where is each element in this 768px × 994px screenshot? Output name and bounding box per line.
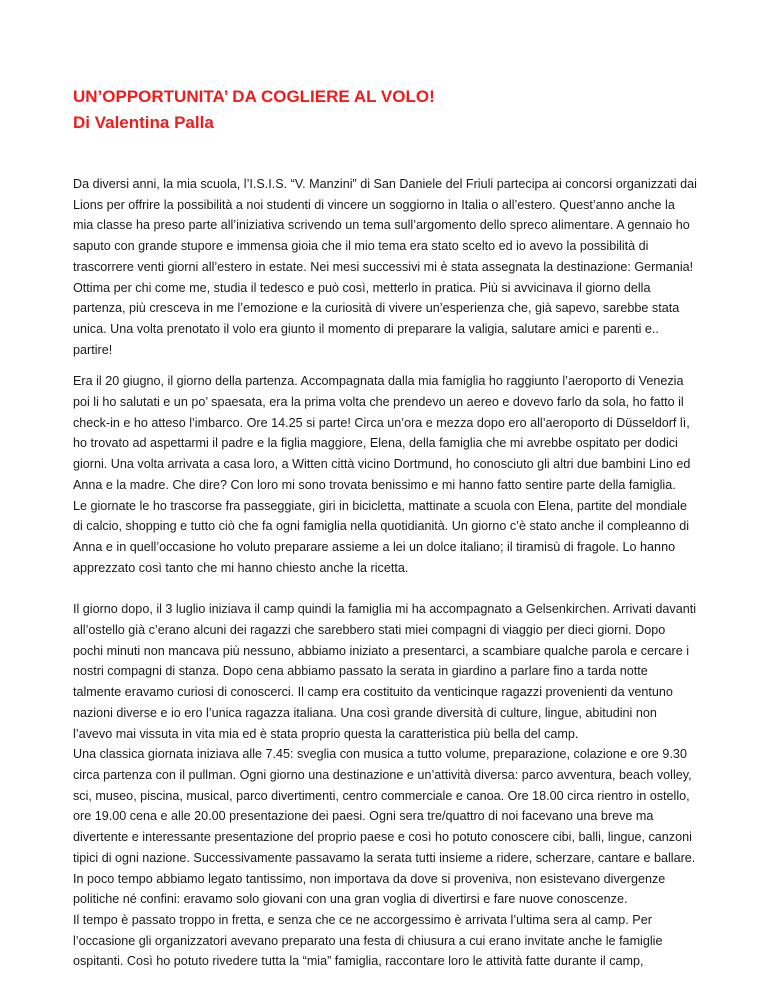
- document-body: [73, 174, 697, 972]
- document-page: [73, 84, 697, 972]
- paragraph-camp-day: Una classica giornata iniziava alle 7.45: sveglia con musica a tutto volume, preparazione, colazione e ore 9.30 circa partenza con il pullman. Ogni giorno una destinazione e un’attività diversa: parco avventura, beach volley, sci, museo, piscina, musical, parco divertimenti, centro commerciale e canoa. Ore 18.00 circa rientro in ostello, ore 19.00 cena e alle 20.00 presentazione dei paesi. Ogni sera tre/quattro di noi facevano una breve ma divertente e interessante presentazione del proprio paese e così ho potuto conoscere cibi, balli, lingue, canzoni tipici di ogni nazione. Successivamente passavamo la serata tutti insieme a ridere, scherzare, cantare e ballare. In poco tempo abbiamo legato tantissimo, non importava da dove si proveniva, non esistevano divergenze politiche né confini: eravamo solo giovani con una gran voglia di divertirsi e fare nuove conoscenze.: [73, 747, 696, 907]
- paragraph-intro: Da diversi anni, la mia scuola, l’I.S.I.S. “V. Manzini” di San Daniele del Friuli partecipa ai concorsi organizzati dai Lions per offrire la possibilità a noi studenti di vincere un soggiorno in Italia o all’estero. Quest’anno anche la mia classe ha preso parte all’iniziativa scrivendo un tema sull’argomento dello spreco alimentare. A gennaio ho saputo con grande stupore e immensa gioia che il mio tema era stato scelto ed io avevo la possibilità di trascorrere venti giorni all’estero in estate. Nei mesi successivi mi è stata assegnata la destinazione: Germania! Ottima per chi come me, studia il tedesco e può così, metterlo in pratica. Più si avvicinava il giorno della partenza, più cresceva in me l’emozione e la curiosità di vivere un’esperienza che, già sapevo, sarebbe stata unica. Una volta prenotato il volo era giunto il momento di preparare la valigia, salutare amici e parenti e.. partire!: [73, 177, 697, 357]
- paragraph-days-with-family: Le giornate le ho trascorse fra passeggiate, giri in bicicletta, mattinate a scuola con Elena, partite del mondiale di calcio, shopping e tutto ciò che fa ogni famiglia nella quotidianità. Un giorno c’è stato anche il compleanno di Anna e in quell’occasione ho voluto preparare assieme a lei un dolce italiano; il tiramisù di fragole. Lo hanno apprezzato così tanto che mi hanno chiesto anche la ricetta.: [73, 498, 690, 575]
- paragraph-spacer: [73, 360, 697, 371]
- title-heading: UN’OPPORTUNITA’ DA COGLIERE AL VOLO!: [73, 87, 435, 106]
- paragraph-spacer: [73, 578, 697, 599]
- document-title: [73, 84, 697, 136]
- author-byline: Di Valentina Palla: [73, 113, 214, 132]
- paragraph-departure: Era il 20 giugno, il giorno della partenza. Accompagnata dalla mia famiglia ho raggiunto l’aeroporto di Venezia poi li ho salutati e un po’ spaesata, era la prima volta che prendevo un aereo e dovevo farlo da sola, ho fatto il check-in e ho atteso l’imbarco. Ore 14.25 si parte! Circa un’ora e mezza dopo ero all’aeroporto di Düsseldorf lì, ho trovato ad aspettarmi il padre e la figlia maggiore, Elena, della famiglia che mi avrebbe ospitato per dodici giorni. Una volta arrivata a casa loro, a Witten città vicino Dortmund, ho conosciuto gli altri due bambini Lino ed Anna e la madre. Che dire? Con loro mi sono trovata benissimo e mi hanno fatto sentire parte della famiglia.: [73, 374, 691, 492]
- paragraph-camp-start: Il giorno dopo, il 3 luglio iniziava il camp quindi la famiglia mi ha accompagnato a Gelsenkirchen. Arrivati davanti all’ostello già c’erano alcuni dei ragazzi che sarebbero stati miei compagni di viaggio per dieci giorni. Dopo pochi minuti non mancava più nessuno, abbiamo iniziato a presentarci, a scambiare qualche parola e cercare i nostri compagni di stanza. Dopo cena abbiamo passato la serata in giardino a parlare fino a tarda notte talmente eravamo curiosi di conoscerci. Il camp era costituito da venticinque ragazzi provenienti da ventuno nazioni diverse e io ero l’unica ragazza italiana. Una così grande diversità di culture, lingue, abitudini non l’avevo mai vissuta in vita mia ed è stata proprio questa la caratteristica più bella del camp.: [73, 602, 697, 741]
- paragraph-last-evening: Il tempo è passato troppo in fretta, e senza che ce ne accorgessimo è arrivata l’ultima sera al camp. Per l’occasione gli organizzatori avevano preparato una festa di chiusura a cui erano invitate anche le famiglie ospitanti. Così ho potuto rivedere tutta la “mia” famiglia, raccontare loro le attività fatte durante il camp,: [73, 912, 663, 969]
